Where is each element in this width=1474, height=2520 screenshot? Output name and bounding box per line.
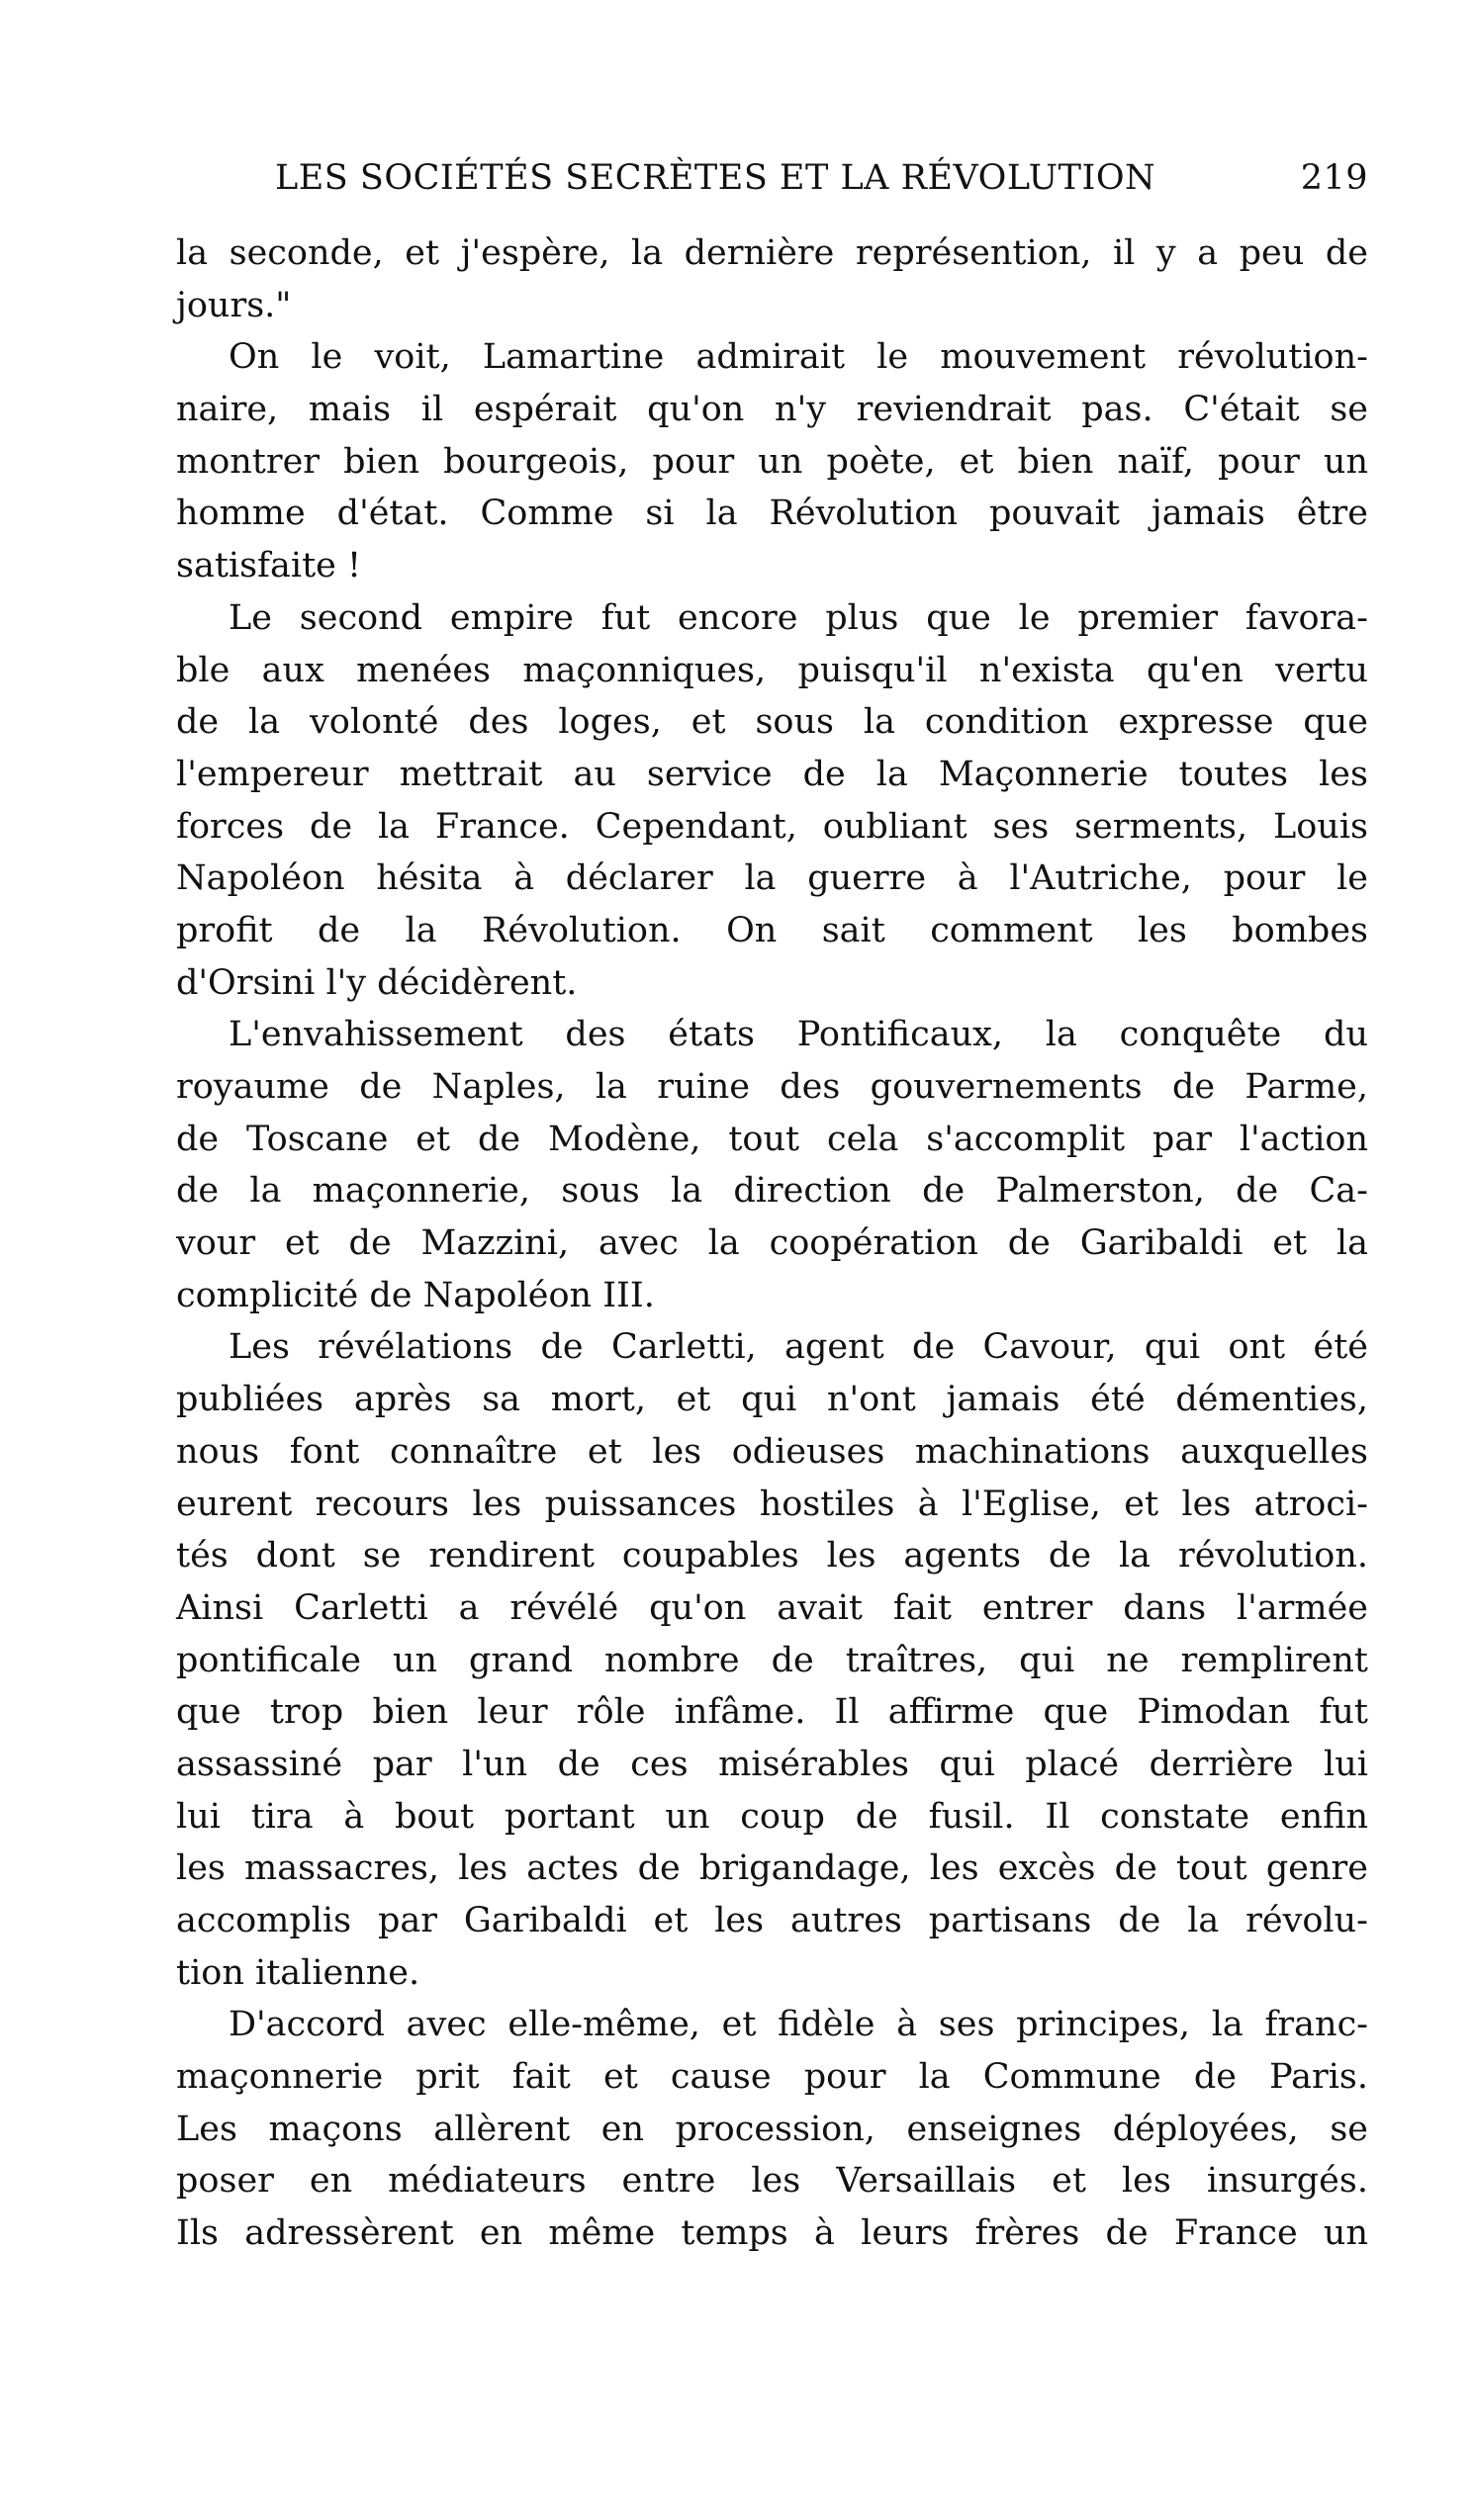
running-title: LES SOCIÉTÉS SECRÈTES ET LA RÉVOLUTION [275,158,1156,198]
text-line: jours." [176,285,292,325]
text-line: eurent recours les puissances hostiles à l'Eglise, et les atroci- [176,1484,1368,1524]
text-line: forces de la France. Cependant, oubliant ses serments, Louis [176,806,1368,847]
text-line: de la volonté des loges, et sous la condition expresse que [176,702,1368,743]
text-line: On le voit, Lamartine admirait le mouvement révolution- [229,337,1368,378]
text-line: assassiné par l'un de ces misérables qui placé derrière lui [176,1744,1368,1784]
text-line: d'Orsini l'y décidèrent. [176,962,578,1003]
text-line: naire, mais il espérait qu'on n'y reviendrait pas. C'était se [176,390,1368,430]
page-number: 219 [1300,158,1368,198]
text-line: accomplis par Garibaldi et les autres partisans de la révolu- [176,1901,1368,1940]
text-line: D'accord avec elle-même, et fidèle à ses principes, la franc- [229,2005,1368,2045]
text-line: Ainsi Carletti a révélé qu'on avait fait entrer dans l'armée [176,1587,1368,1628]
text-line: Les révélations de Carletti, agent de Cavour, qui ont été [229,1327,1368,1368]
text-line: L'envahissement des états Pontificaux, la conquête du [229,1015,1368,1055]
text-line: maçonnerie prit fait et cause pour la Commune de Paris. [176,2057,1368,2098]
text-line: de Toscane et de Modène, tout cela s'accomplit par l'action [176,1119,1368,1159]
text-line: les massacres, les actes de brigandage, les excès de tout genre [176,1848,1368,1889]
text-line: nous font connaître et les odieuses machinations auxquelles [176,1431,1368,1472]
text-line: que trop bien leur rôle infâme. Il affirme que Pimodan fut [176,1692,1368,1733]
text-line: publiées après sa mort, et qui n'ont jamais été démenties, [176,1380,1368,1420]
text-line: satisfaite ! [176,546,362,586]
text-line: tés dont se rendirent coupables les agents de la révolution. [176,1536,1368,1576]
text-line: profit de la Révolution. On sait comment les bombes [176,910,1368,950]
text-line: Le second empire fut encore plus que le premier favora- [229,597,1368,638]
text-line: royaume de Naples, la ruine des gouvernements de Parme, [176,1067,1368,1107]
text-line: poser en médiateurs entre les Versaillais et les insurgés. [176,2161,1368,2202]
text-line: homme d'état. Comme si la Révolution pouvait jamais être [176,494,1368,534]
text-line: montrer bien bourgeois, pour un poète, et bien naïf, pour un [176,441,1368,482]
text-line: ble aux menées maçonniques, puisqu'il n'exista qu'en vertu [176,650,1368,690]
text-line: Napoléon hésita à déclarer la guerre à l'Autriche, pour le [176,858,1368,899]
body-text [176,227,1368,2260]
text-line: pontificale un grand nombre de traîtres, qui ne remplirent [176,1640,1368,1680]
text-line: complicité de Napoléon III. [176,1275,655,1315]
text-line: tion italienne. [176,1952,420,1993]
text-line: Ils adressèrent en même temps à leurs frères de France un [176,2213,1368,2254]
text-line: de la maçonnerie, sous la direction de Palmerston, de Ca- [176,1171,1368,1212]
text-line: la seconde, et j'espère, la dernière représention, il y a peu de [176,233,1368,273]
text-line: Les maçons allèrent en procession, enseignes déployées, se [176,2109,1368,2149]
text-line: lui tira à bout portant un coup de fusil. Il constate enfin [176,1796,1368,1837]
running-head [176,148,1368,208]
text-line: vour et de Mazzini, avec la coopération de Garibaldi et la [176,1223,1368,1264]
text-line: l'empereur mettrait au service de la Maçonnerie toutes les [176,754,1368,794]
